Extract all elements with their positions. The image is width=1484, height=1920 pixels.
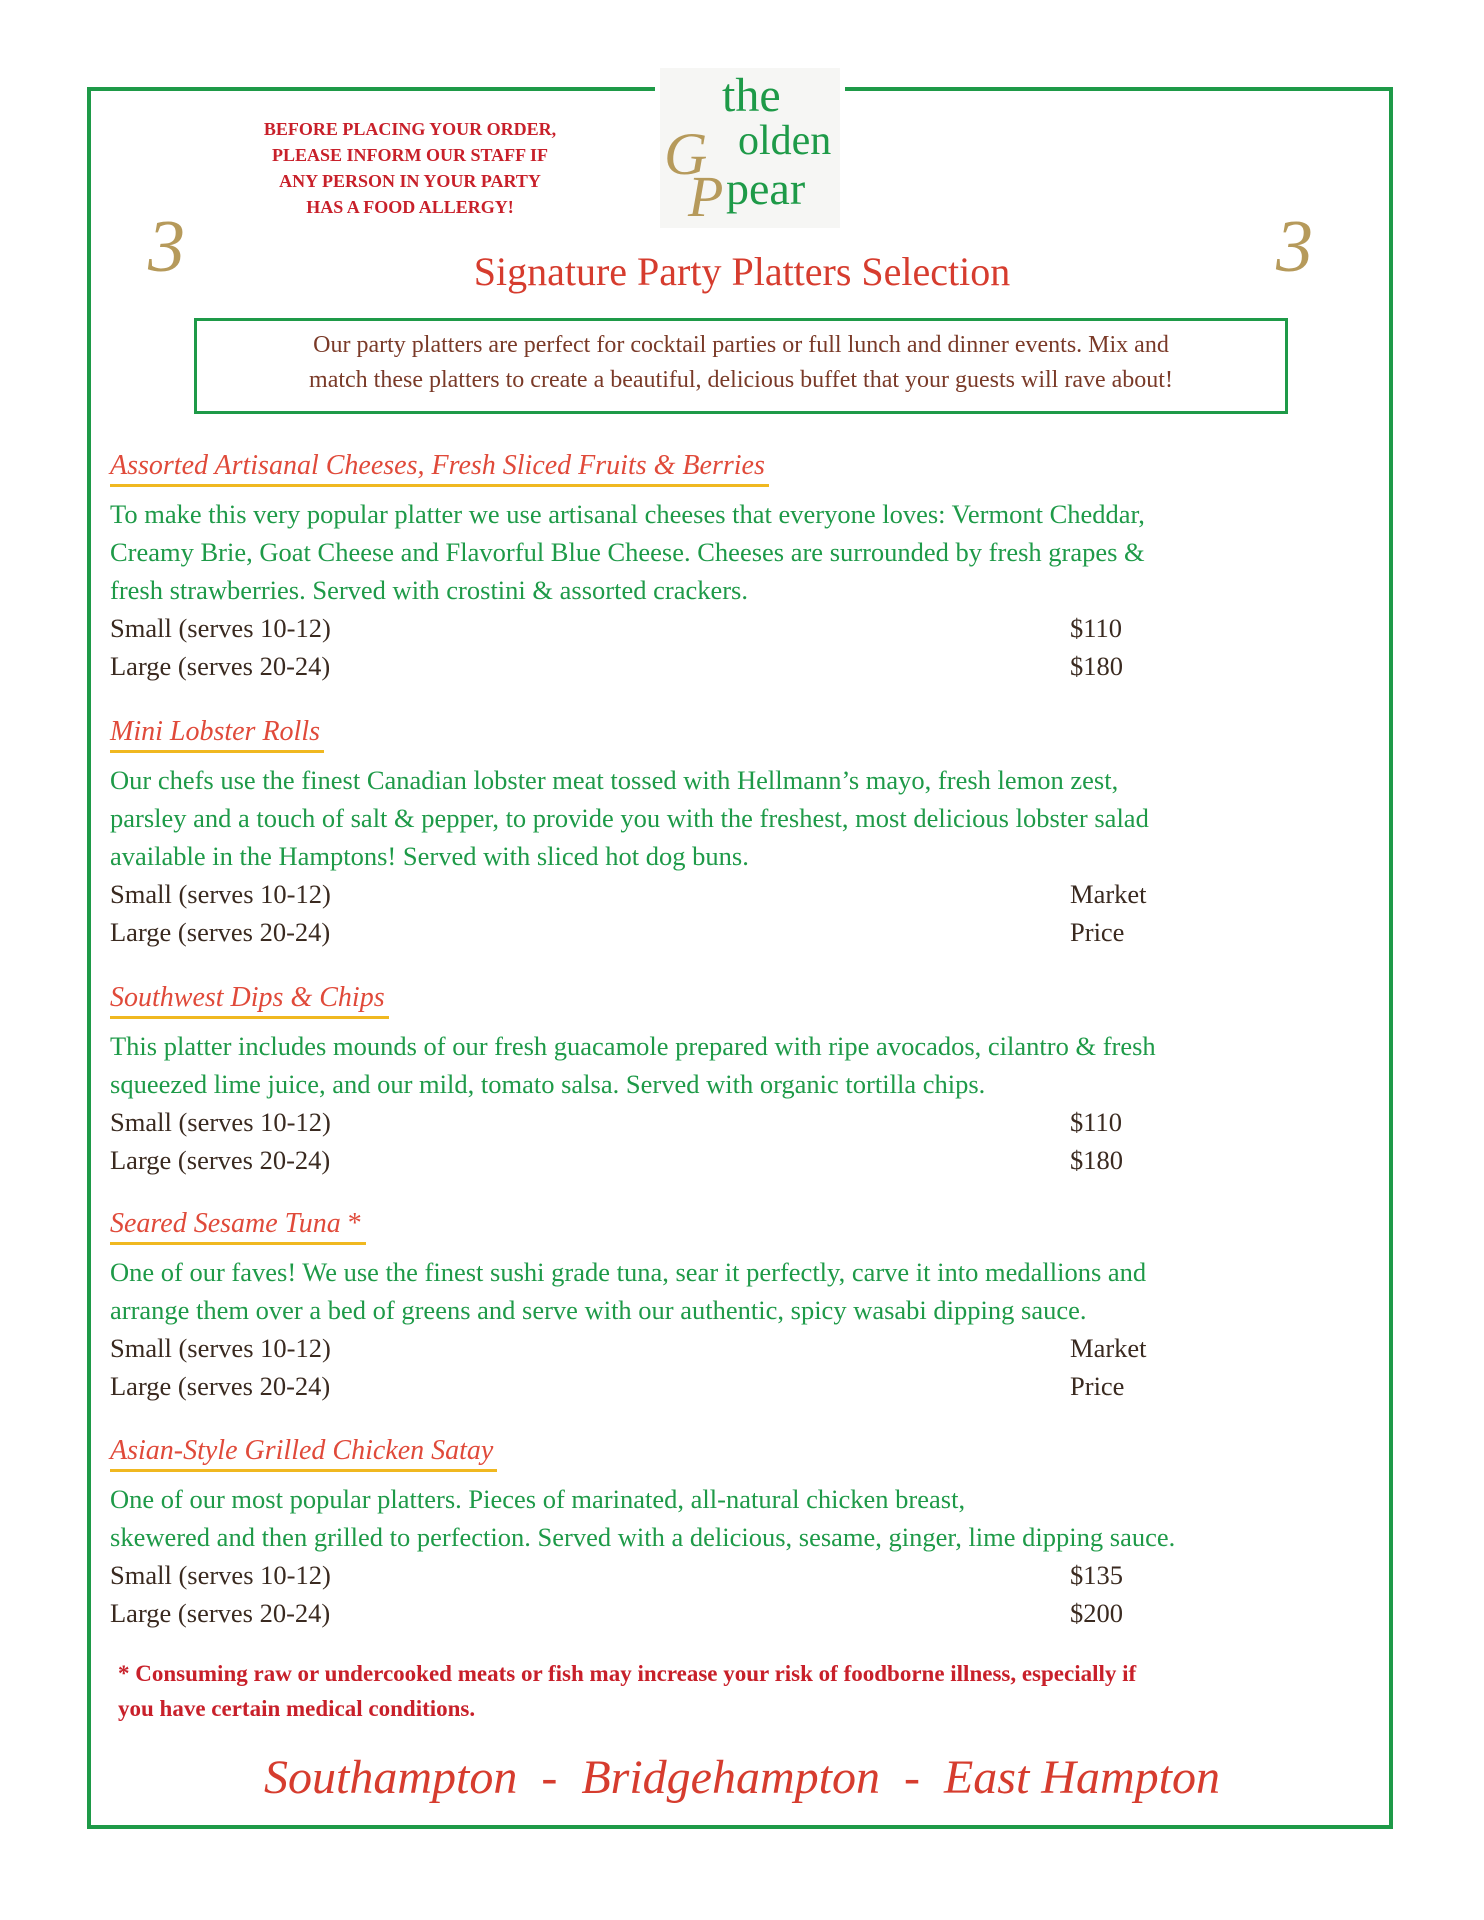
platter-heading: Assorted Artisanal Cheeses, Fresh Sliced Fruits & Berries	[110, 450, 769, 487]
platter-heading: Southwest Dips & Chips	[110, 982, 389, 1019]
price-row-small: Small (serves 10-12) Market	[110, 879, 1147, 909]
golden-pear-logo	[660, 68, 840, 228]
logo-pear: pear	[726, 163, 806, 214]
platter-heading: Mini Lobster Rolls	[110, 716, 324, 753]
pear-ornament-left-icon: 3	[148, 206, 185, 288]
logo-p-letter: P	[688, 164, 724, 229]
raw-warning-star: *	[340, 1208, 362, 1239]
platter-description: This platter includes mounds of our fresh guacamole prepared with ripe avocados, cilantro & fresh squeezed lime juice, and our mild, tomato salsa. Served with organic tortilla chips.	[110, 1031, 1156, 1099]
platter-heading: Asian-Style Grilled Chicken Satay	[110, 1435, 497, 1472]
price-row-large: Large (serves 20-24) $180	[110, 651, 1123, 681]
logo-the: the	[722, 69, 781, 122]
platter-description: Our chefs use the finest Canadian lobster meat tossed with Hellmann’s mayo, fresh lemon zest, parsley and a touch of salt & pepper, to provide you with the freshest, most delicious lobster salad available in the Hamptons! Served with sliced hot dog buns.	[110, 765, 1149, 871]
price-row-small: Small (serves 10-12) $110	[110, 613, 1123, 643]
locations-footer: Southampton - Bridgehampton - East Hampton	[264, 1751, 1220, 1804]
platter-cheeses	[110, 450, 1360, 685]
platter-chicken-satay	[110, 1435, 1360, 1632]
page-title: Signature Party Platters Selection	[473, 249, 1011, 294]
price-row-small: Small (serves 10-12) Market	[110, 1333, 1147, 1363]
logo-golden: olden	[738, 118, 832, 164]
platter-description: One of our most popular platters. Pieces of marinated, all-natural chicken breast, skewered and then grilled to perfection. Served with a delicious, sesame, ginger, lime dipping sauce.	[110, 1484, 1176, 1552]
raw-food-warning: * Consuming raw or undercooked meats or fish may increase your risk of foodborne illness, especially if you have certain medical conditions.	[118, 1661, 1137, 1721]
platter-sesame-tuna	[110, 1208, 1360, 1405]
platter-dips-chips	[110, 982, 1360, 1179]
price-row-large: Large (serves 20-24) Price	[110, 917, 1125, 947]
price-row-large: Large (serves 20-24) Price	[110, 1371, 1125, 1401]
platter-description: To make this very popular platter we use artisanal cheeses that everyone loves: Vermont Cheddar, Creamy Brie, Goat Cheese and Flavorful Blue Cheese. Cheeses are surrounded by fresh grapes & fresh strawberries. Served with crostini & assorted crackers.	[110, 499, 1145, 605]
platter-lobster-rolls	[110, 716, 1360, 951]
logo-g-letter: G	[664, 121, 708, 187]
price-row-small: Small (serves 10-12) $110	[110, 1107, 1123, 1137]
pear-ornament-right-icon: 3	[1276, 206, 1313, 288]
platter-description: One of our faves! We use the finest sushi grade tuna, sear it perfectly, carve it into medallions and arrange them over a bed of greens and serve with our authentic, spicy wasabi dipping sauce.	[110, 1257, 1147, 1325]
platter-heading: Seared Sesame Tuna *	[110, 1208, 366, 1245]
price-row-large: Large (serves 20-24) $180	[110, 1145, 1123, 1175]
price-row-small: Small (serves 10-12) $135	[110, 1560, 1123, 1590]
price-row-large: Large (serves 20-24) $200	[110, 1598, 1123, 1628]
intro-box: Our party platters are perfect for cocktail parties or full lunch and dinner events. Mix and match these platters to create a beautiful, delicious buffet that your guests will rave about!	[194, 318, 1288, 414]
allergy-notice: BEFORE PLACING YOUR ORDER, PLEASE INFORM OUR STAFF IF ANY PERSON IN YOUR PARTY HAS A FOOD ALLERGY!	[263, 119, 557, 217]
